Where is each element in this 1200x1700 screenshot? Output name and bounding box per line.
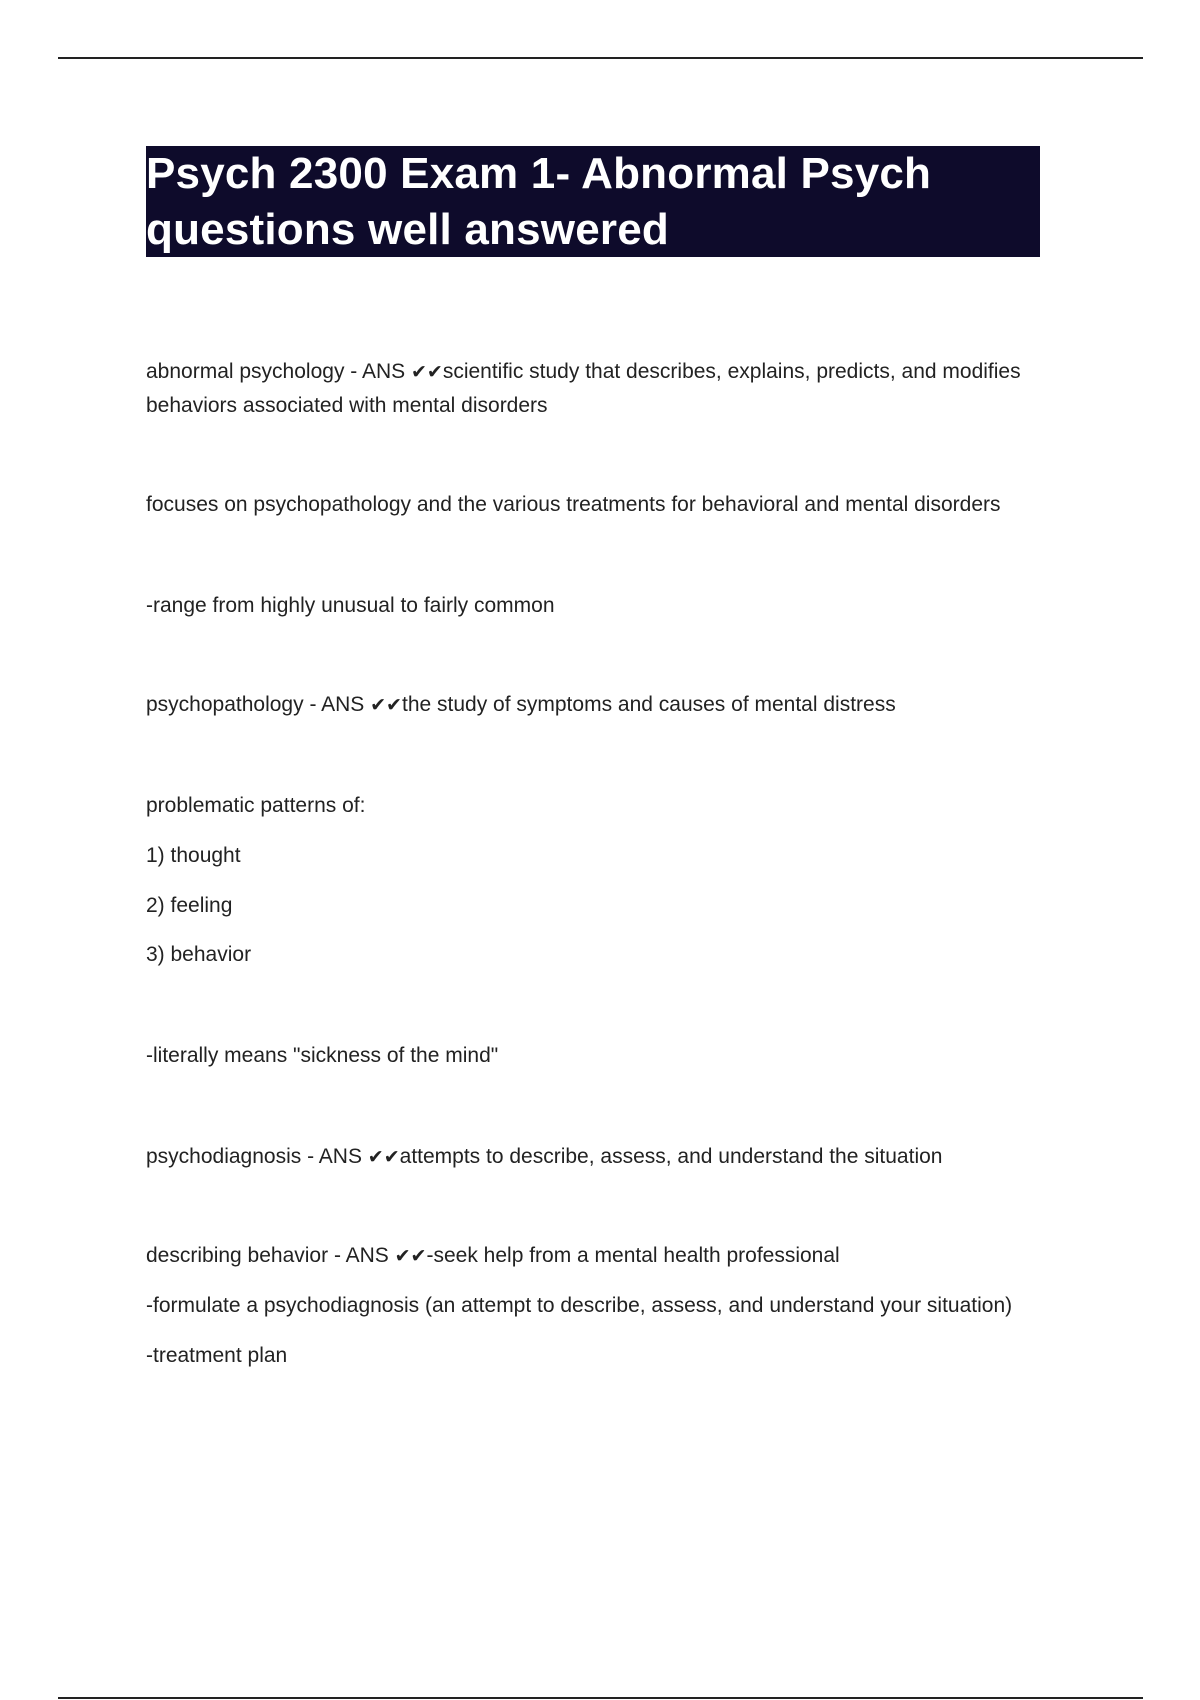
list-item-formulate-psychodiagnosis: -formulate a psychodiagnosis (an attempt to describe, assess, and understand your situation)	[146, 1294, 1013, 1317]
definition-text: scientific study that describes, explains, predicts, and modifies	[442, 360, 1021, 383]
list-item-thought: 1) thought	[146, 844, 241, 867]
document-title-banner	[146, 146, 1040, 257]
paragraph-psychopathology	[146, 688, 896, 722]
paragraph-literal-meaning: -literally means "sickness of the mind"	[146, 1044, 499, 1067]
double-check-icon: ✔✔	[394, 1245, 427, 1267]
definition-text: the study of symptoms and causes of mental distress	[401, 693, 896, 716]
term-label: psychopathology - ANS	[146, 693, 371, 716]
title-line-1: Psych 2300 Exam 1- Abnormal Psych	[146, 149, 932, 198]
definition-text: attempts to describe, assess, and understand the situation	[399, 1145, 943, 1168]
definition-text: -seek help from a mental health professional	[426, 1244, 840, 1267]
term-label: psychodiagnosis - ANS	[146, 1145, 368, 1168]
paragraph-describing-behavior	[146, 1239, 840, 1273]
paragraph-abnormal-psychology-continued: behaviors associated with mental disorders	[146, 394, 548, 417]
double-check-icon: ✔✔	[410, 361, 443, 383]
double-check-icon: ✔✔	[367, 1146, 400, 1168]
paragraph-psychodiagnosis	[146, 1140, 942, 1174]
top-divider	[58, 57, 1143, 59]
paragraph-problematic-patterns: problematic patterns of:	[146, 794, 366, 817]
list-item-feeling: 2) feeling	[146, 894, 233, 917]
list-item-treatment-plan: -treatment plan	[146, 1344, 288, 1367]
document-title	[146, 146, 1040, 258]
term-label: abnormal psychology - ANS	[146, 360, 411, 383]
paragraph-abnormal-psychology	[146, 355, 1021, 389]
title-line-2: questions well answered	[146, 205, 669, 254]
bottom-divider	[58, 1697, 1143, 1699]
double-check-icon: ✔✔	[370, 694, 402, 716]
term-label: describing behavior - ANS	[146, 1244, 395, 1267]
list-item-behavior: 3) behavior	[146, 943, 252, 966]
paragraph-range: -range from highly unusual to fairly common	[146, 594, 555, 617]
paragraph-focus: focuses on psychopathology and the various treatments for behavioral and mental disorders	[146, 493, 1001, 516]
